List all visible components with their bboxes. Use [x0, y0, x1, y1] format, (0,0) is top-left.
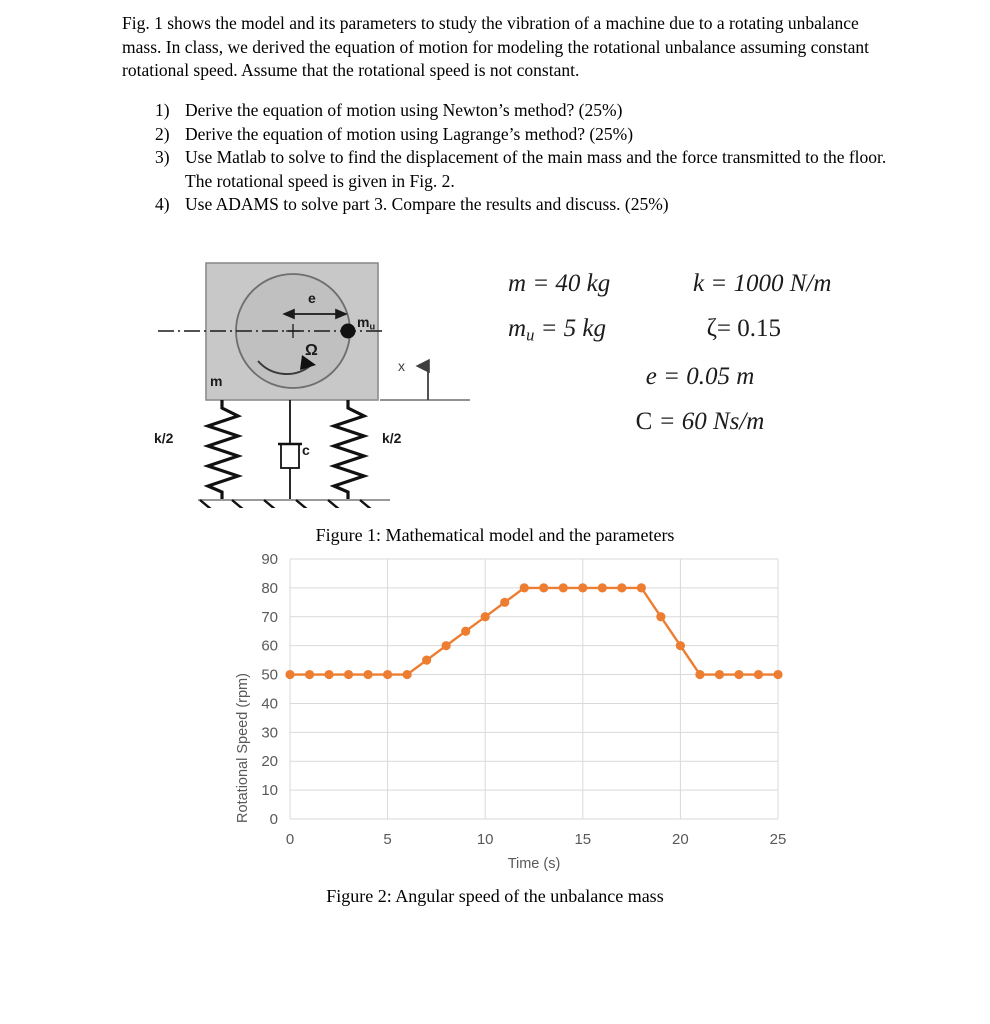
list-item-number: 4) [155, 194, 170, 214]
parameter-row [500, 270, 900, 298]
figure1-caption: Figure 1: Mathematical model and the parameters [315, 525, 675, 545]
parameter-mass-value: = 40 kg [532, 270, 611, 297]
parameter-stiffness-value: = 1000 N/m [710, 270, 832, 297]
y-tick-label: 0 [269, 811, 278, 828]
chart-y-axis-title: Rotational Speed (rpm) [235, 673, 251, 823]
data-point [598, 583, 607, 592]
mass-label: m [210, 373, 223, 389]
spring-left-label: k/2 [154, 430, 174, 446]
parameter-damping-coefficient [636, 408, 765, 436]
x-tick-label: 0 [285, 831, 295, 848]
parameter-mass-symbol: m [508, 270, 527, 297]
chart-svg [0, 548, 990, 878]
figure2-caption: Figure 2: Angular speed of the unbalance mass [326, 886, 664, 906]
parameter-unbalance-mass [500, 315, 683, 346]
data-point [324, 670, 333, 679]
parameter-eccentricity-value: = 0.05 m [663, 362, 755, 390]
list-item-number: 2) [155, 123, 170, 144]
x-tick-label: 5 [383, 831, 392, 848]
parameter-damping-coefficient-value: = 60 Ns/m [658, 407, 765, 435]
list-item [155, 146, 900, 193]
parameter-damping-coefficient-symbol: C [635, 407, 653, 435]
y-tick-label: 40 [261, 695, 278, 713]
chart-x-tick-labels [286, 831, 787, 848]
chart-y-tick-labels [261, 551, 278, 828]
data-point [442, 641, 451, 650]
data-point [559, 583, 568, 592]
spring-right-label: k/2 [382, 430, 402, 446]
y-tick-label: 30 [261, 724, 278, 742]
data-point [676, 641, 685, 650]
eccentricity-label: e [308, 290, 316, 306]
data-point [520, 583, 529, 592]
list-item-number: 1) [155, 100, 170, 120]
parameter-mass [500, 270, 693, 298]
data-point [754, 670, 763, 679]
chart-x-axis-title: Time (s) [507, 856, 561, 872]
parameter-unbalance-mass-subscript: u [526, 325, 535, 345]
data-point [656, 612, 665, 621]
data-point [734, 670, 743, 679]
intro-paragraph: Fig. 1 shows the model and its parameters to study the vibration of a machine due to a rotating unbalance mass. In class, we derived the equation of motion for modeling the rotational unbalance assuming constant rotational speed. Assume that the rotational speed is not constant. [122, 13, 869, 80]
x-tick-label: 15 [574, 831, 592, 848]
rotational-speed-chart [0, 548, 990, 878]
omega-label: Ω [305, 342, 318, 359]
y-tick-label: 10 [261, 782, 278, 800]
parameter-eccentricity-symbol: e [645, 362, 657, 390]
damper [278, 400, 302, 500]
x-displacement-label: x [398, 358, 405, 374]
data-point [363, 670, 372, 679]
data-point [305, 670, 314, 679]
data-point [344, 670, 353, 679]
damper-label: c [302, 442, 310, 458]
parameter-stiffness-symbol: k [693, 270, 705, 297]
data-point [637, 583, 646, 592]
figure1-block [0, 240, 990, 540]
model-diagram [150, 248, 490, 513]
list-item [155, 193, 900, 217]
data-point [481, 612, 490, 621]
list-item-text: Derive the equation of motion using Newton’s method? (25%) [185, 100, 623, 120]
list-item [155, 123, 900, 147]
data-point [422, 656, 431, 665]
list-item-number: 3) [155, 147, 170, 167]
data-point [578, 583, 587, 592]
series-line [290, 588, 778, 675]
parameter-unbalance-mass-symbol: m [508, 315, 527, 342]
data-point [695, 670, 704, 679]
data-point [403, 670, 412, 679]
data-point [500, 598, 509, 607]
unbalance-mass-label: $m_u$ [357, 314, 376, 332]
spring-right [334, 400, 364, 500]
chart-gridlines [290, 559, 778, 819]
parameter-row [500, 408, 900, 436]
parameters-block [500, 270, 900, 453]
y-tick-label: 80 [261, 579, 278, 597]
list-item-text: Derive the equation of motion using Lagrange’s method? (25%) [185, 123, 634, 144]
y-tick-label: 60 [261, 637, 278, 655]
x-tick-label: 10 [476, 831, 494, 848]
parameter-eccentricity [646, 363, 755, 391]
parameter-damping-ratio [683, 315, 900, 346]
data-point [715, 670, 724, 679]
list-item-text: Use ADAMS to solve part 3. Compare the results and discuss. (25%) [185, 194, 669, 214]
chart-series-line [290, 588, 778, 675]
y-tick-label: 90 [261, 551, 278, 568]
parameter-row [500, 363, 900, 391]
x-tick-label: 20 [672, 831, 689, 848]
unbalance-mass-dot [341, 324, 356, 339]
parameter-damping-ratio-symbol: ζ [706, 315, 717, 342]
parameter-stiffness [693, 270, 898, 298]
data-point [617, 583, 626, 592]
data-point [383, 670, 392, 679]
x-tick-label: 25 [769, 831, 787, 848]
question-list [155, 99, 900, 217]
parameter-damping-ratio-value: = 0.15 [716, 315, 782, 342]
chart-data-points [285, 583, 782, 679]
list-item [155, 99, 900, 123]
spring-left [208, 400, 238, 500]
parameter-unbalance-mass-value: = 5 kg [540, 315, 607, 342]
y-tick-label: 70 [261, 608, 278, 626]
data-point [773, 670, 782, 679]
list-item-text: Use Matlab to solve to find the displacement of the main mass and the force transmitted to the floor. The rotational speed is given in Fig. 2. [185, 147, 887, 191]
data-point [285, 670, 294, 679]
data-point [461, 627, 470, 636]
y-tick-label: 20 [261, 753, 278, 771]
y-tick-label: 50 [261, 666, 278, 684]
ground-hatching [200, 500, 378, 508]
parameter-row [500, 315, 900, 346]
data-point [539, 583, 548, 592]
